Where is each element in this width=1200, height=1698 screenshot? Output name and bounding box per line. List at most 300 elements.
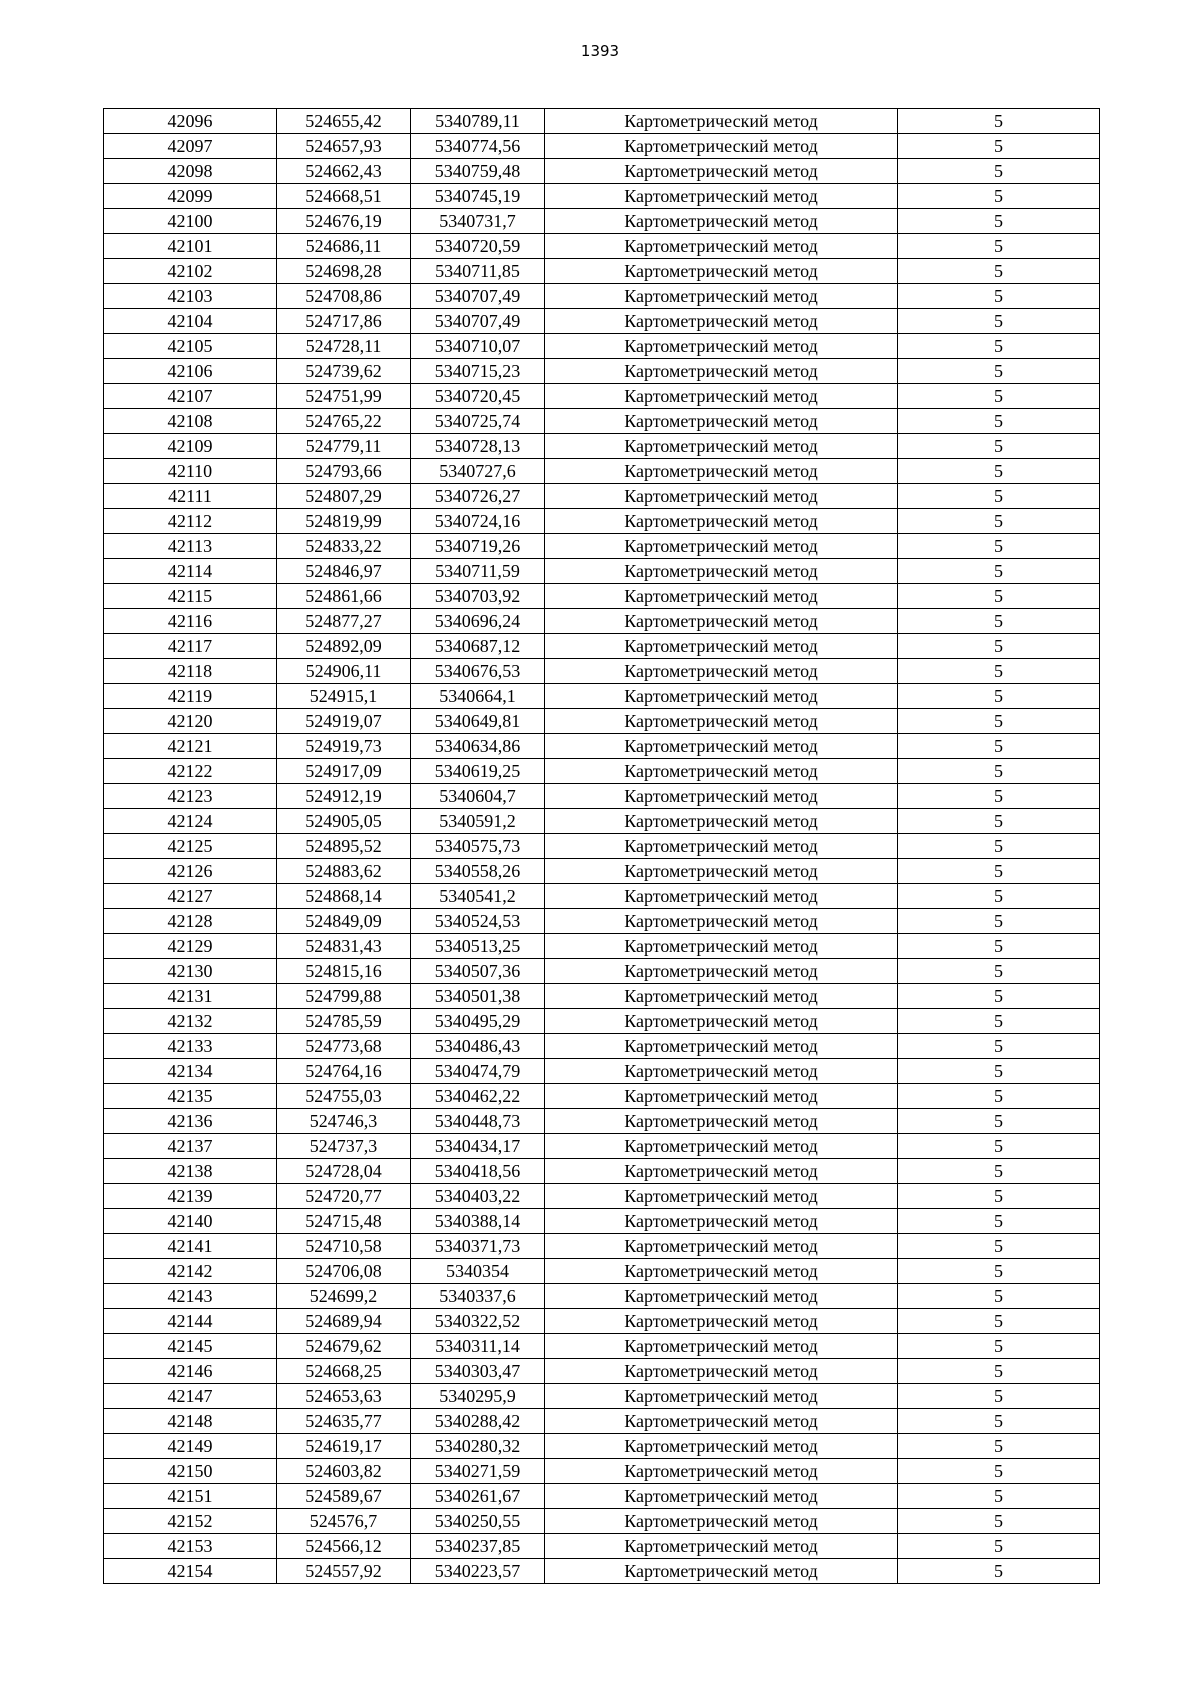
y-coordinate-cell: 5340507,36 — [411, 959, 545, 984]
method-cell: Картометрический метод — [545, 384, 898, 409]
precision-cell: 5 — [898, 684, 1100, 709]
table-row — [104, 484, 1100, 509]
y-coordinate-cell: 5340524,53 — [411, 909, 545, 934]
y-coordinate-cell: 5340474,79 — [411, 1059, 545, 1084]
point-number-cell: 42108 — [104, 409, 277, 434]
table-row — [104, 984, 1100, 1009]
point-number-cell: 42099 — [104, 184, 277, 209]
precision-cell: 5 — [898, 884, 1100, 909]
method-cell: Картометрический метод — [545, 859, 898, 884]
x-coordinate-cell: 524819,99 — [277, 509, 411, 534]
point-number-cell: 42130 — [104, 959, 277, 984]
point-number-cell: 42138 — [104, 1159, 277, 1184]
method-cell: Картометрический метод — [545, 284, 898, 309]
table-row — [104, 1134, 1100, 1159]
method-cell: Картометрический метод — [545, 984, 898, 1009]
point-number-cell: 42141 — [104, 1234, 277, 1259]
point-number-cell: 42100 — [104, 209, 277, 234]
x-coordinate-cell: 524717,86 — [277, 309, 411, 334]
point-number-cell: 42153 — [104, 1534, 277, 1559]
method-cell: Картометрический метод — [545, 1434, 898, 1459]
x-coordinate-cell: 524668,51 — [277, 184, 411, 209]
method-cell: Картометрический метод — [545, 659, 898, 684]
y-coordinate-cell: 5340725,74 — [411, 409, 545, 434]
table-row — [104, 284, 1100, 309]
table-row — [104, 934, 1100, 959]
y-coordinate-cell: 5340715,23 — [411, 359, 545, 384]
point-number-cell: 42125 — [104, 834, 277, 859]
point-number-cell: 42127 — [104, 884, 277, 909]
table-row — [104, 1009, 1100, 1034]
table-row — [104, 759, 1100, 784]
precision-cell: 5 — [898, 1209, 1100, 1234]
precision-cell: 5 — [898, 659, 1100, 684]
table-row — [104, 634, 1100, 659]
x-coordinate-cell: 524868,14 — [277, 884, 411, 909]
point-number-cell: 42103 — [104, 284, 277, 309]
x-coordinate-cell: 524764,16 — [277, 1059, 411, 1084]
precision-cell: 5 — [898, 784, 1100, 809]
method-cell: Картометрический метод — [545, 409, 898, 434]
table-row — [104, 334, 1100, 359]
table-row — [104, 434, 1100, 459]
precision-cell: 5 — [898, 1109, 1100, 1134]
y-coordinate-cell: 5340303,47 — [411, 1359, 545, 1384]
y-coordinate-cell: 5340250,55 — [411, 1509, 545, 1534]
precision-cell: 5 — [898, 434, 1100, 459]
point-number-cell: 42120 — [104, 709, 277, 734]
y-coordinate-cell: 5340558,26 — [411, 859, 545, 884]
precision-cell: 5 — [898, 1309, 1100, 1334]
method-cell: Картометрический метод — [545, 534, 898, 559]
x-coordinate-cell: 524715,48 — [277, 1209, 411, 1234]
y-coordinate-cell: 5340486,43 — [411, 1034, 545, 1059]
precision-cell: 5 — [898, 1184, 1100, 1209]
method-cell: Картометрический метод — [545, 134, 898, 159]
method-cell: Картометрический метод — [545, 184, 898, 209]
table-row — [104, 184, 1100, 209]
precision-cell: 5 — [898, 1484, 1100, 1509]
method-cell: Картометрический метод — [545, 234, 898, 259]
x-coordinate-cell: 524779,11 — [277, 434, 411, 459]
x-coordinate-cell: 524915,1 — [277, 684, 411, 709]
method-cell: Картометрический метод — [545, 1059, 898, 1084]
table-row — [104, 1484, 1100, 1509]
point-number-cell: 42112 — [104, 509, 277, 534]
point-number-cell: 42131 — [104, 984, 277, 1009]
method-cell: Картометрический метод — [545, 784, 898, 809]
point-number-cell: 42136 — [104, 1109, 277, 1134]
point-number-cell: 42106 — [104, 359, 277, 384]
method-cell: Картометрический метод — [545, 959, 898, 984]
precision-cell: 5 — [898, 1409, 1100, 1434]
precision-cell: 5 — [898, 159, 1100, 184]
method-cell: Картометрический метод — [545, 609, 898, 634]
y-coordinate-cell: 5340774,56 — [411, 134, 545, 159]
precision-cell: 5 — [898, 1459, 1100, 1484]
table-row — [104, 134, 1100, 159]
y-coordinate-cell: 5340337,6 — [411, 1284, 545, 1309]
point-number-cell: 42110 — [104, 459, 277, 484]
precision-cell: 5 — [898, 1359, 1100, 1384]
precision-cell: 5 — [898, 734, 1100, 759]
y-coordinate-cell: 5340649,81 — [411, 709, 545, 734]
table-row — [104, 509, 1100, 534]
method-cell: Картометрический метод — [545, 934, 898, 959]
point-number-cell: 42118 — [104, 659, 277, 684]
table-row — [104, 1234, 1100, 1259]
point-number-cell: 42143 — [104, 1284, 277, 1309]
method-cell: Картометрический метод — [545, 309, 898, 334]
precision-cell: 5 — [898, 134, 1100, 159]
precision-cell: 5 — [898, 309, 1100, 334]
point-number-cell: 42107 — [104, 384, 277, 409]
method-cell: Картометрический метод — [545, 1309, 898, 1334]
table-row — [104, 834, 1100, 859]
point-number-cell: 42098 — [104, 159, 277, 184]
point-number-cell: 42123 — [104, 784, 277, 809]
point-number-cell: 42135 — [104, 1084, 277, 1109]
x-coordinate-cell: 524895,52 — [277, 834, 411, 859]
table-row — [104, 559, 1100, 584]
precision-cell: 5 — [898, 709, 1100, 734]
point-number-cell: 42129 — [104, 934, 277, 959]
point-number-cell: 42124 — [104, 809, 277, 834]
point-number-cell: 42154 — [104, 1559, 277, 1584]
x-coordinate-cell: 524603,82 — [277, 1459, 411, 1484]
table-row — [104, 409, 1100, 434]
method-cell: Картометрический метод — [545, 259, 898, 284]
x-coordinate-cell: 524576,7 — [277, 1509, 411, 1534]
x-coordinate-cell: 524912,19 — [277, 784, 411, 809]
table-row — [104, 1459, 1100, 1484]
x-coordinate-cell: 524668,25 — [277, 1359, 411, 1384]
point-number-cell: 42111 — [104, 484, 277, 509]
x-coordinate-cell: 524635,77 — [277, 1409, 411, 1434]
method-cell: Картометрический метод — [545, 1259, 898, 1284]
precision-cell: 5 — [898, 1534, 1100, 1559]
method-cell: Картометрический метод — [545, 759, 898, 784]
point-number-cell: 42133 — [104, 1034, 277, 1059]
x-coordinate-cell: 524919,73 — [277, 734, 411, 759]
point-number-cell: 42134 — [104, 1059, 277, 1084]
y-coordinate-cell: 5340634,86 — [411, 734, 545, 759]
precision-cell: 5 — [898, 559, 1100, 584]
method-cell: Картометрический метод — [545, 1034, 898, 1059]
table-row — [104, 1509, 1100, 1534]
precision-cell: 5 — [898, 184, 1100, 209]
table-row — [104, 1409, 1100, 1434]
precision-cell: 5 — [898, 609, 1100, 634]
y-coordinate-cell: 5340354 — [411, 1259, 545, 1284]
method-cell: Картометрический метод — [545, 1334, 898, 1359]
y-coordinate-cell: 5340720,59 — [411, 234, 545, 259]
method-cell: Картометрический метод — [545, 1209, 898, 1234]
precision-cell: 5 — [898, 259, 1100, 284]
method-cell: Картометрический метод — [545, 1009, 898, 1034]
y-coordinate-cell: 5340703,92 — [411, 584, 545, 609]
y-coordinate-cell: 5340687,12 — [411, 634, 545, 659]
y-coordinate-cell: 5340462,22 — [411, 1084, 545, 1109]
x-coordinate-cell: 524739,62 — [277, 359, 411, 384]
method-cell: Картометрический метод — [545, 1234, 898, 1259]
precision-cell: 5 — [898, 634, 1100, 659]
table-row — [104, 709, 1100, 734]
y-coordinate-cell: 5340591,2 — [411, 809, 545, 834]
precision-cell: 5 — [898, 1384, 1100, 1409]
y-coordinate-cell: 5340280,32 — [411, 1434, 545, 1459]
point-number-cell: 42115 — [104, 584, 277, 609]
precision-cell: 5 — [898, 1059, 1100, 1084]
precision-cell: 5 — [898, 509, 1100, 534]
y-coordinate-cell: 5340664,1 — [411, 684, 545, 709]
method-cell: Картометрический метод — [545, 159, 898, 184]
y-coordinate-cell: 5340311,14 — [411, 1334, 545, 1359]
method-cell: Картометрический метод — [545, 834, 898, 859]
point-number-cell: 42101 — [104, 234, 277, 259]
point-number-cell: 42151 — [104, 1484, 277, 1509]
table-row — [104, 1384, 1100, 1409]
precision-cell: 5 — [898, 1509, 1100, 1534]
precision-cell: 5 — [898, 859, 1100, 884]
precision-cell: 5 — [898, 459, 1100, 484]
x-coordinate-cell: 524793,66 — [277, 459, 411, 484]
precision-cell: 5 — [898, 234, 1100, 259]
y-coordinate-cell: 5340789,11 — [411, 109, 545, 134]
point-number-cell: 42145 — [104, 1334, 277, 1359]
point-number-cell: 42146 — [104, 1359, 277, 1384]
x-coordinate-cell: 524557,92 — [277, 1559, 411, 1584]
x-coordinate-cell: 524619,17 — [277, 1434, 411, 1459]
x-coordinate-cell: 524831,43 — [277, 934, 411, 959]
precision-cell: 5 — [898, 809, 1100, 834]
point-number-cell: 42119 — [104, 684, 277, 709]
precision-cell: 5 — [898, 384, 1100, 409]
x-coordinate-cell: 524799,88 — [277, 984, 411, 1009]
point-number-cell: 42132 — [104, 1009, 277, 1034]
precision-cell: 5 — [898, 359, 1100, 384]
method-cell: Картометрический метод — [545, 359, 898, 384]
precision-cell: 5 — [898, 584, 1100, 609]
table-row — [104, 659, 1100, 684]
method-cell: Картометрический метод — [545, 1109, 898, 1134]
method-cell: Картометрический метод — [545, 909, 898, 934]
table-row — [104, 1109, 1100, 1134]
x-coordinate-cell: 524815,16 — [277, 959, 411, 984]
point-number-cell: 42116 — [104, 609, 277, 634]
y-coordinate-cell: 5340288,42 — [411, 1409, 545, 1434]
precision-cell: 5 — [898, 909, 1100, 934]
method-cell: Картометрический метод — [545, 684, 898, 709]
method-cell: Картометрический метод — [545, 1484, 898, 1509]
table-row — [104, 909, 1100, 934]
x-coordinate-cell: 524728,04 — [277, 1159, 411, 1184]
x-coordinate-cell: 524662,43 — [277, 159, 411, 184]
method-cell: Картометрический метод — [545, 1559, 898, 1584]
x-coordinate-cell: 524807,29 — [277, 484, 411, 509]
method-cell: Картометрический метод — [545, 634, 898, 659]
table-row — [104, 159, 1100, 184]
point-number-cell: 42117 — [104, 634, 277, 659]
x-coordinate-cell: 524589,67 — [277, 1484, 411, 1509]
method-cell: Картометрический метод — [545, 209, 898, 234]
y-coordinate-cell: 5340223,57 — [411, 1559, 545, 1584]
x-coordinate-cell: 524785,59 — [277, 1009, 411, 1034]
y-coordinate-cell: 5340322,52 — [411, 1309, 545, 1334]
x-coordinate-cell: 524919,07 — [277, 709, 411, 734]
point-number-cell: 42137 — [104, 1134, 277, 1159]
page-number: 1393 — [580, 42, 620, 60]
method-cell: Картометрический метод — [545, 1509, 898, 1534]
x-coordinate-cell: 524566,12 — [277, 1534, 411, 1559]
point-number-cell: 42128 — [104, 909, 277, 934]
y-coordinate-cell: 5340513,25 — [411, 934, 545, 959]
point-number-cell: 42105 — [104, 334, 277, 359]
precision-cell: 5 — [898, 334, 1100, 359]
method-cell: Картометрический метод — [545, 884, 898, 909]
precision-cell: 5 — [898, 1284, 1100, 1309]
method-cell: Картометрический метод — [545, 459, 898, 484]
precision-cell: 5 — [898, 959, 1100, 984]
precision-cell: 5 — [898, 984, 1100, 1009]
y-coordinate-cell: 5340261,67 — [411, 1484, 545, 1509]
y-coordinate-cell: 5340434,17 — [411, 1134, 545, 1159]
method-cell: Картометрический метод — [545, 109, 898, 134]
x-coordinate-cell: 524728,11 — [277, 334, 411, 359]
y-coordinate-cell: 5340541,2 — [411, 884, 545, 909]
point-number-cell: 42104 — [104, 309, 277, 334]
y-coordinate-cell: 5340727,6 — [411, 459, 545, 484]
method-cell: Картометрический метод — [545, 1159, 898, 1184]
point-number-cell: 42142 — [104, 1259, 277, 1284]
y-coordinate-cell: 5340295,9 — [411, 1384, 545, 1409]
method-cell: Картометрический метод — [545, 1409, 898, 1434]
method-cell: Картометрический метод — [545, 584, 898, 609]
point-number-cell: 42126 — [104, 859, 277, 884]
x-coordinate-cell: 524917,09 — [277, 759, 411, 784]
x-coordinate-cell: 524877,27 — [277, 609, 411, 634]
point-number-cell: 42097 — [104, 134, 277, 159]
table-row — [104, 234, 1100, 259]
y-coordinate-cell: 5340418,56 — [411, 1159, 545, 1184]
point-number-cell: 42144 — [104, 1309, 277, 1334]
x-coordinate-cell: 524765,22 — [277, 409, 411, 434]
point-number-cell: 42122 — [104, 759, 277, 784]
x-coordinate-cell: 524892,09 — [277, 634, 411, 659]
x-coordinate-cell: 524849,09 — [277, 909, 411, 934]
x-coordinate-cell: 524655,42 — [277, 109, 411, 134]
point-number-cell: 42147 — [104, 1384, 277, 1409]
point-number-cell: 42139 — [104, 1184, 277, 1209]
precision-cell: 5 — [898, 1034, 1100, 1059]
point-number-cell: 42148 — [104, 1409, 277, 1434]
table-row — [104, 784, 1100, 809]
method-cell: Картометрический метод — [545, 809, 898, 834]
method-cell: Картометрический метод — [545, 1384, 898, 1409]
x-coordinate-cell: 524773,68 — [277, 1034, 411, 1059]
y-coordinate-cell: 5340711,85 — [411, 259, 545, 284]
y-coordinate-cell: 5340403,22 — [411, 1184, 545, 1209]
table-row — [104, 684, 1100, 709]
coordinates-table — [103, 108, 1100, 1584]
precision-cell: 5 — [898, 209, 1100, 234]
x-coordinate-cell: 524755,03 — [277, 1084, 411, 1109]
method-cell: Картометрический метод — [545, 334, 898, 359]
table-row — [104, 259, 1100, 284]
y-coordinate-cell: 5340676,53 — [411, 659, 545, 684]
point-number-cell: 42102 — [104, 259, 277, 284]
table-row — [104, 584, 1100, 609]
method-cell: Картометрический метод — [545, 1459, 898, 1484]
point-number-cell: 42109 — [104, 434, 277, 459]
x-coordinate-cell: 524657,93 — [277, 134, 411, 159]
precision-cell: 5 — [898, 1234, 1100, 1259]
table-row — [104, 209, 1100, 234]
method-cell: Картометрический метод — [545, 1284, 898, 1309]
table-row — [104, 1259, 1100, 1284]
table-row — [104, 534, 1100, 559]
precision-cell: 5 — [898, 759, 1100, 784]
y-coordinate-cell: 5340371,73 — [411, 1234, 545, 1259]
point-number-cell: 42150 — [104, 1459, 277, 1484]
y-coordinate-cell: 5340495,29 — [411, 1009, 545, 1034]
table-row — [104, 1184, 1100, 1209]
table-row — [104, 1534, 1100, 1559]
table-row — [104, 1359, 1100, 1384]
precision-cell: 5 — [898, 484, 1100, 509]
method-cell: Картометрический метод — [545, 709, 898, 734]
x-coordinate-cell: 524710,58 — [277, 1234, 411, 1259]
table-row — [104, 384, 1100, 409]
x-coordinate-cell: 524861,66 — [277, 584, 411, 609]
y-coordinate-cell: 5340731,7 — [411, 209, 545, 234]
table-row — [104, 959, 1100, 984]
point-number-cell: 42140 — [104, 1209, 277, 1234]
precision-cell: 5 — [898, 534, 1100, 559]
x-coordinate-cell: 524686,11 — [277, 234, 411, 259]
y-coordinate-cell: 5340719,26 — [411, 534, 545, 559]
y-coordinate-cell: 5340711,59 — [411, 559, 545, 584]
x-coordinate-cell: 524737,3 — [277, 1134, 411, 1159]
x-coordinate-cell: 524905,05 — [277, 809, 411, 834]
precision-cell: 5 — [898, 1134, 1100, 1159]
x-coordinate-cell: 524679,62 — [277, 1334, 411, 1359]
method-cell: Картометрический метод — [545, 1084, 898, 1109]
precision-cell: 5 — [898, 1259, 1100, 1284]
precision-cell: 5 — [898, 409, 1100, 434]
table-body — [104, 109, 1100, 1584]
table-row — [104, 1309, 1100, 1334]
table-row — [104, 609, 1100, 634]
precision-cell: 5 — [898, 934, 1100, 959]
method-cell: Картометрический метод — [545, 434, 898, 459]
table-row — [104, 859, 1100, 884]
table-row — [104, 1159, 1100, 1184]
x-coordinate-cell: 524746,3 — [277, 1109, 411, 1134]
table-row — [104, 1434, 1100, 1459]
table-row — [104, 1559, 1100, 1584]
table-row — [104, 809, 1100, 834]
x-coordinate-cell: 524833,22 — [277, 534, 411, 559]
x-coordinate-cell: 524699,2 — [277, 1284, 411, 1309]
method-cell: Картометрический метод — [545, 1534, 898, 1559]
x-coordinate-cell: 524720,77 — [277, 1184, 411, 1209]
x-coordinate-cell: 524689,94 — [277, 1309, 411, 1334]
x-coordinate-cell: 524883,62 — [277, 859, 411, 884]
y-coordinate-cell: 5340271,59 — [411, 1459, 545, 1484]
table-row — [104, 1209, 1100, 1234]
x-coordinate-cell: 524676,19 — [277, 209, 411, 234]
